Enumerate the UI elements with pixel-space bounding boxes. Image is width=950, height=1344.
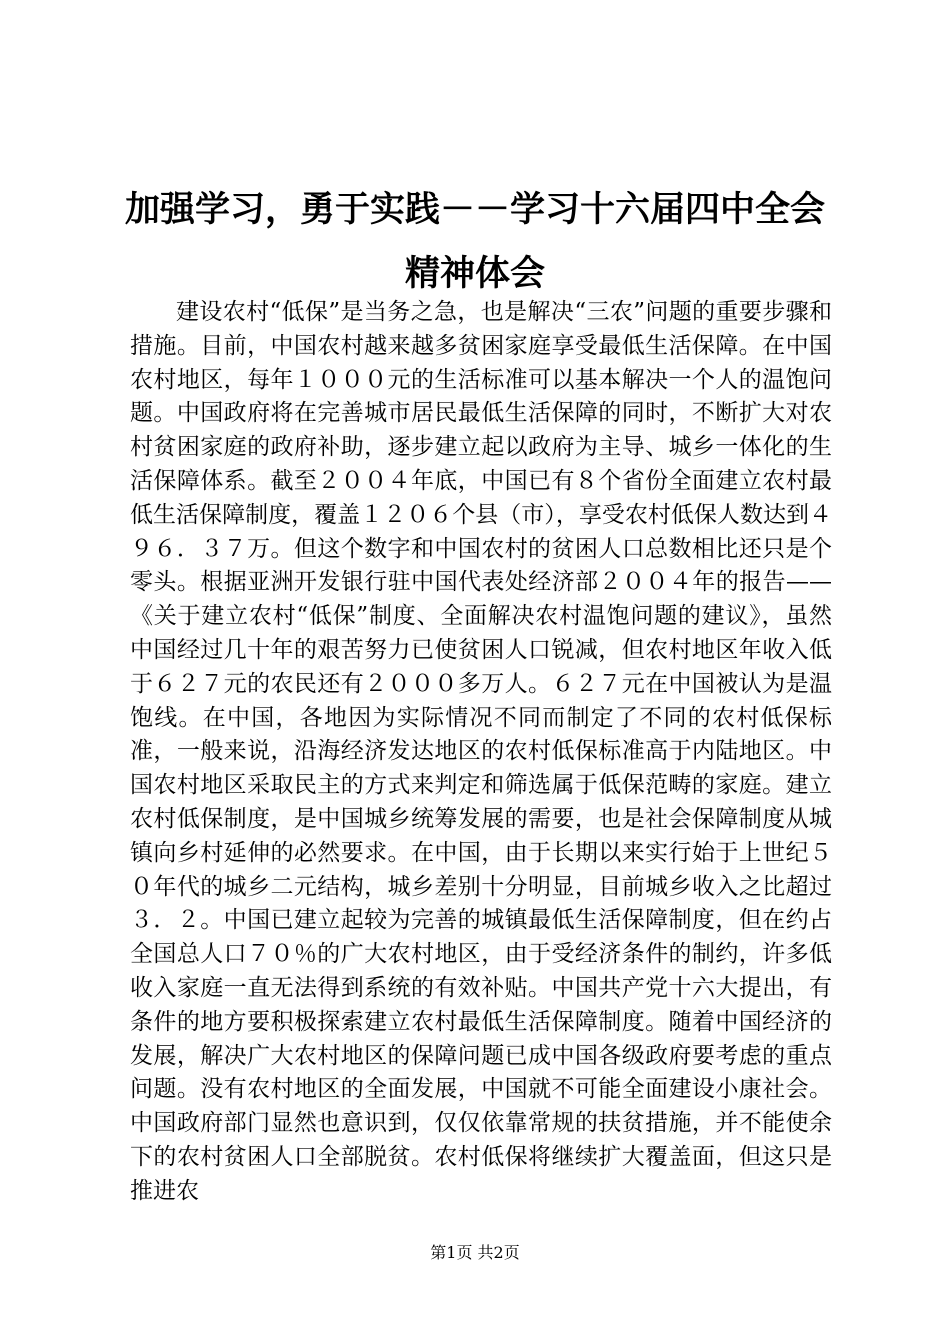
document-title-line-1: 加强学习，勇于实践－－学习十六届四中全会: [124, 189, 825, 230]
page-number-footer: 第1页 共2页: [430, 1243, 520, 1262]
document-body-paragraph: 建设农村“低保”是当务之急，也是解决“三农”问题的重要步骤和措施。目前，中国农村越来越多贫困家庭享受最低生活保障。在中国农村地区，每年１０００元的生活标准可以基本解决一个人的温饱问题。中国政府将在完善城市居民最低生活保障的同时，不断扩大对农村贫困家庭的政府补助，逐步建立起以政府为主导、城乡一体化的生活保障体系。截至２００４年底，中国已有８个省份全面建立农村最低生活保障制度，覆盖１２０６个县（市），享受农村低保人数达到４９６．３７万。但这个数字和中国农村的贫困人口总数相比还只是个零头。根据亚洲开发银行驻中国代表处经济部２００４年的报告——《关于建立农村“低保”制度、全面解决农村温饱问题的建议》，虽然中国经过几十年的艰苦努力已使贫困人口锐减，但农村地区年收入低于６２７元的农民还有２０００多万人。６２７元在中国被认为是温饱线。在中国，各地因为实际情况不同而制定了不同的农村低保标准，一般来说，沿海经济发达地区的农村低保标准高于内陆地区。中国农村地区采取民主的方式来判定和筛选属于低保范畴的家庭。建立农村低保制度，是中国城乡统筹发展的需要，也是社会保障制度从城镇向乡村延伸的必然要求。在中国，由于长期以来实行始于上世纪５０年代的城乡二元结构，城乡差别十分明显，目前城乡收入之比超过３．２。中国已建立起较为完善的城镇最低生活保障制度，但在约占全国总人口７０％的广大农村地区，由于受经济条件的制约，许多低收入家庭一直无法得到系统的有效补贴。中国共产党十六大提出，有条件的地方要积极探索建立农村最低生活保障制度。随着中国经济的发展，解决广大农村地区的保障问题已成中国各级政府要考虑的重点问题。没有农村地区的全面发展，中国就不可能全面建设小康社会。中国政府部门显然也意识到，仅仅依靠常规的扶贫措施，并不能使余下的农村贫困人口全部脱贫。农村低保将继续扩大覆盖面，但这只是推进农: [130, 299, 832, 1204]
document-title-line-2: 精神体会: [404, 253, 545, 294]
